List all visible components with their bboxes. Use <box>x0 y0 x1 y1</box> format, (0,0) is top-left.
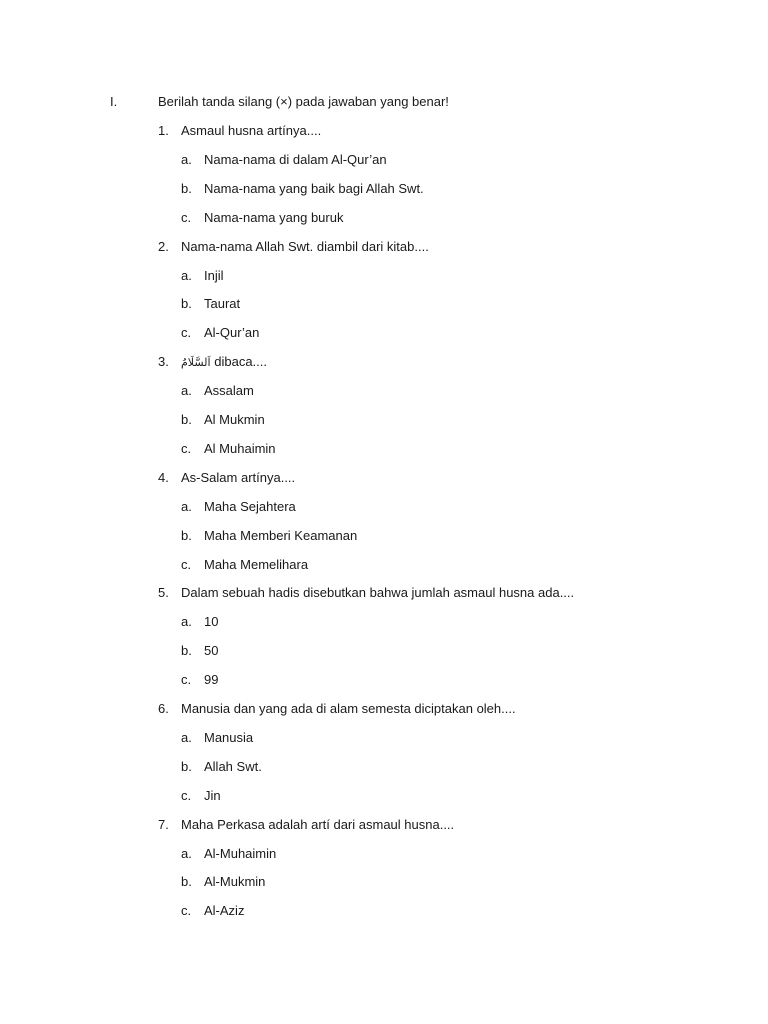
option-text[interactable]: Al-Qur’an <box>204 325 260 340</box>
option-letter[interactable]: c. <box>181 903 192 918</box>
option-letter[interactable]: c. <box>181 441 192 456</box>
question-text: Maha Perkasa adalah artí dari asmaul husna.... <box>181 817 455 832</box>
option-text[interactable]: 10 <box>204 614 219 629</box>
question-number: 7. <box>158 817 169 832</box>
option-text[interactable]: 99 <box>204 672 219 687</box>
question-number: 4. <box>158 470 169 485</box>
option-letter[interactable]: a. <box>181 268 192 283</box>
option-letter[interactable]: a. <box>181 846 192 861</box>
option-text[interactable]: Al-Muhaimin <box>204 846 277 861</box>
option-letter[interactable]: c. <box>181 557 192 572</box>
option-text[interactable]: Maha Memelihara <box>204 557 309 572</box>
option-text[interactable]: Manusia <box>204 730 254 745</box>
option-letter[interactable]: b. <box>181 874 192 889</box>
option-text[interactable]: Nama-nama yang baik bagi Allah Swt. <box>204 181 424 196</box>
option-text[interactable]: Maha Sejahtera <box>204 499 296 514</box>
section-numeral: I. <box>110 94 118 109</box>
option-letter[interactable]: b. <box>181 296 192 311</box>
option-letter[interactable]: b. <box>181 181 192 196</box>
option-text[interactable]: Taurat <box>204 296 241 311</box>
question-text: Dalam sebuah hadis disebutkan bahwa jumlah asmaul husna ada.... <box>181 585 575 600</box>
option-letter[interactable]: c. <box>181 788 192 803</box>
option-text[interactable]: Jin <box>204 788 221 803</box>
option-letter[interactable]: c. <box>181 672 192 687</box>
option-text[interactable]: 50 <box>204 643 219 658</box>
option-letter[interactable]: a. <box>181 730 192 745</box>
question-text: Nama-nama Allah Swt. diambil dari kitab.... <box>181 239 429 254</box>
question-text: Asmaul husna artínya.... <box>181 123 322 138</box>
question-text-suffix: dibaca.... <box>214 354 267 369</box>
arabic-term: اَلسَّلَامُ <box>181 356 211 369</box>
option-letter[interactable]: b. <box>181 643 192 658</box>
option-text[interactable]: Allah Swt. <box>204 759 262 774</box>
option-text[interactable]: Al-Mukmin <box>204 874 266 889</box>
option-letter[interactable]: a. <box>181 499 192 514</box>
option-text[interactable]: Al-Aziz <box>204 903 245 918</box>
question-number: 1. <box>158 123 169 138</box>
option-text[interactable]: Maha Memberi Keamanan <box>204 528 358 543</box>
option-text[interactable]: Assalam <box>204 383 254 398</box>
option-letter[interactable]: a. <box>181 614 192 629</box>
option-text[interactable]: Al Mukmin <box>204 412 265 427</box>
option-letter[interactable]: b. <box>181 528 192 543</box>
option-text[interactable]: Al Muhaimin <box>204 441 276 456</box>
question-number: 2. <box>158 239 169 254</box>
option-letter[interactable]: c. <box>181 210 192 225</box>
option-text[interactable]: Injil <box>204 268 224 283</box>
question-number: 6. <box>158 701 169 716</box>
question-text: As-Salam artínya.... <box>181 470 296 485</box>
option-text[interactable]: Nama-nama di dalam Al-Qur’an <box>204 152 387 167</box>
question-text <box>181 353 267 372</box>
question-number: 5. <box>158 585 169 600</box>
section-instruction: Berilah tanda silang (×) pada jawaban yang benar! <box>158 94 449 109</box>
option-letter[interactable]: b. <box>181 759 192 774</box>
question-text: Manusia dan yang ada di alam semesta diciptakan oleh.... <box>181 701 516 716</box>
question-number: 3. <box>158 354 169 369</box>
option-letter[interactable]: b. <box>181 412 192 427</box>
option-text[interactable]: Nama-nama yang buruk <box>204 210 344 225</box>
option-letter[interactable]: a. <box>181 152 192 167</box>
option-letter[interactable]: c. <box>181 325 192 340</box>
option-letter[interactable]: a. <box>181 383 192 398</box>
